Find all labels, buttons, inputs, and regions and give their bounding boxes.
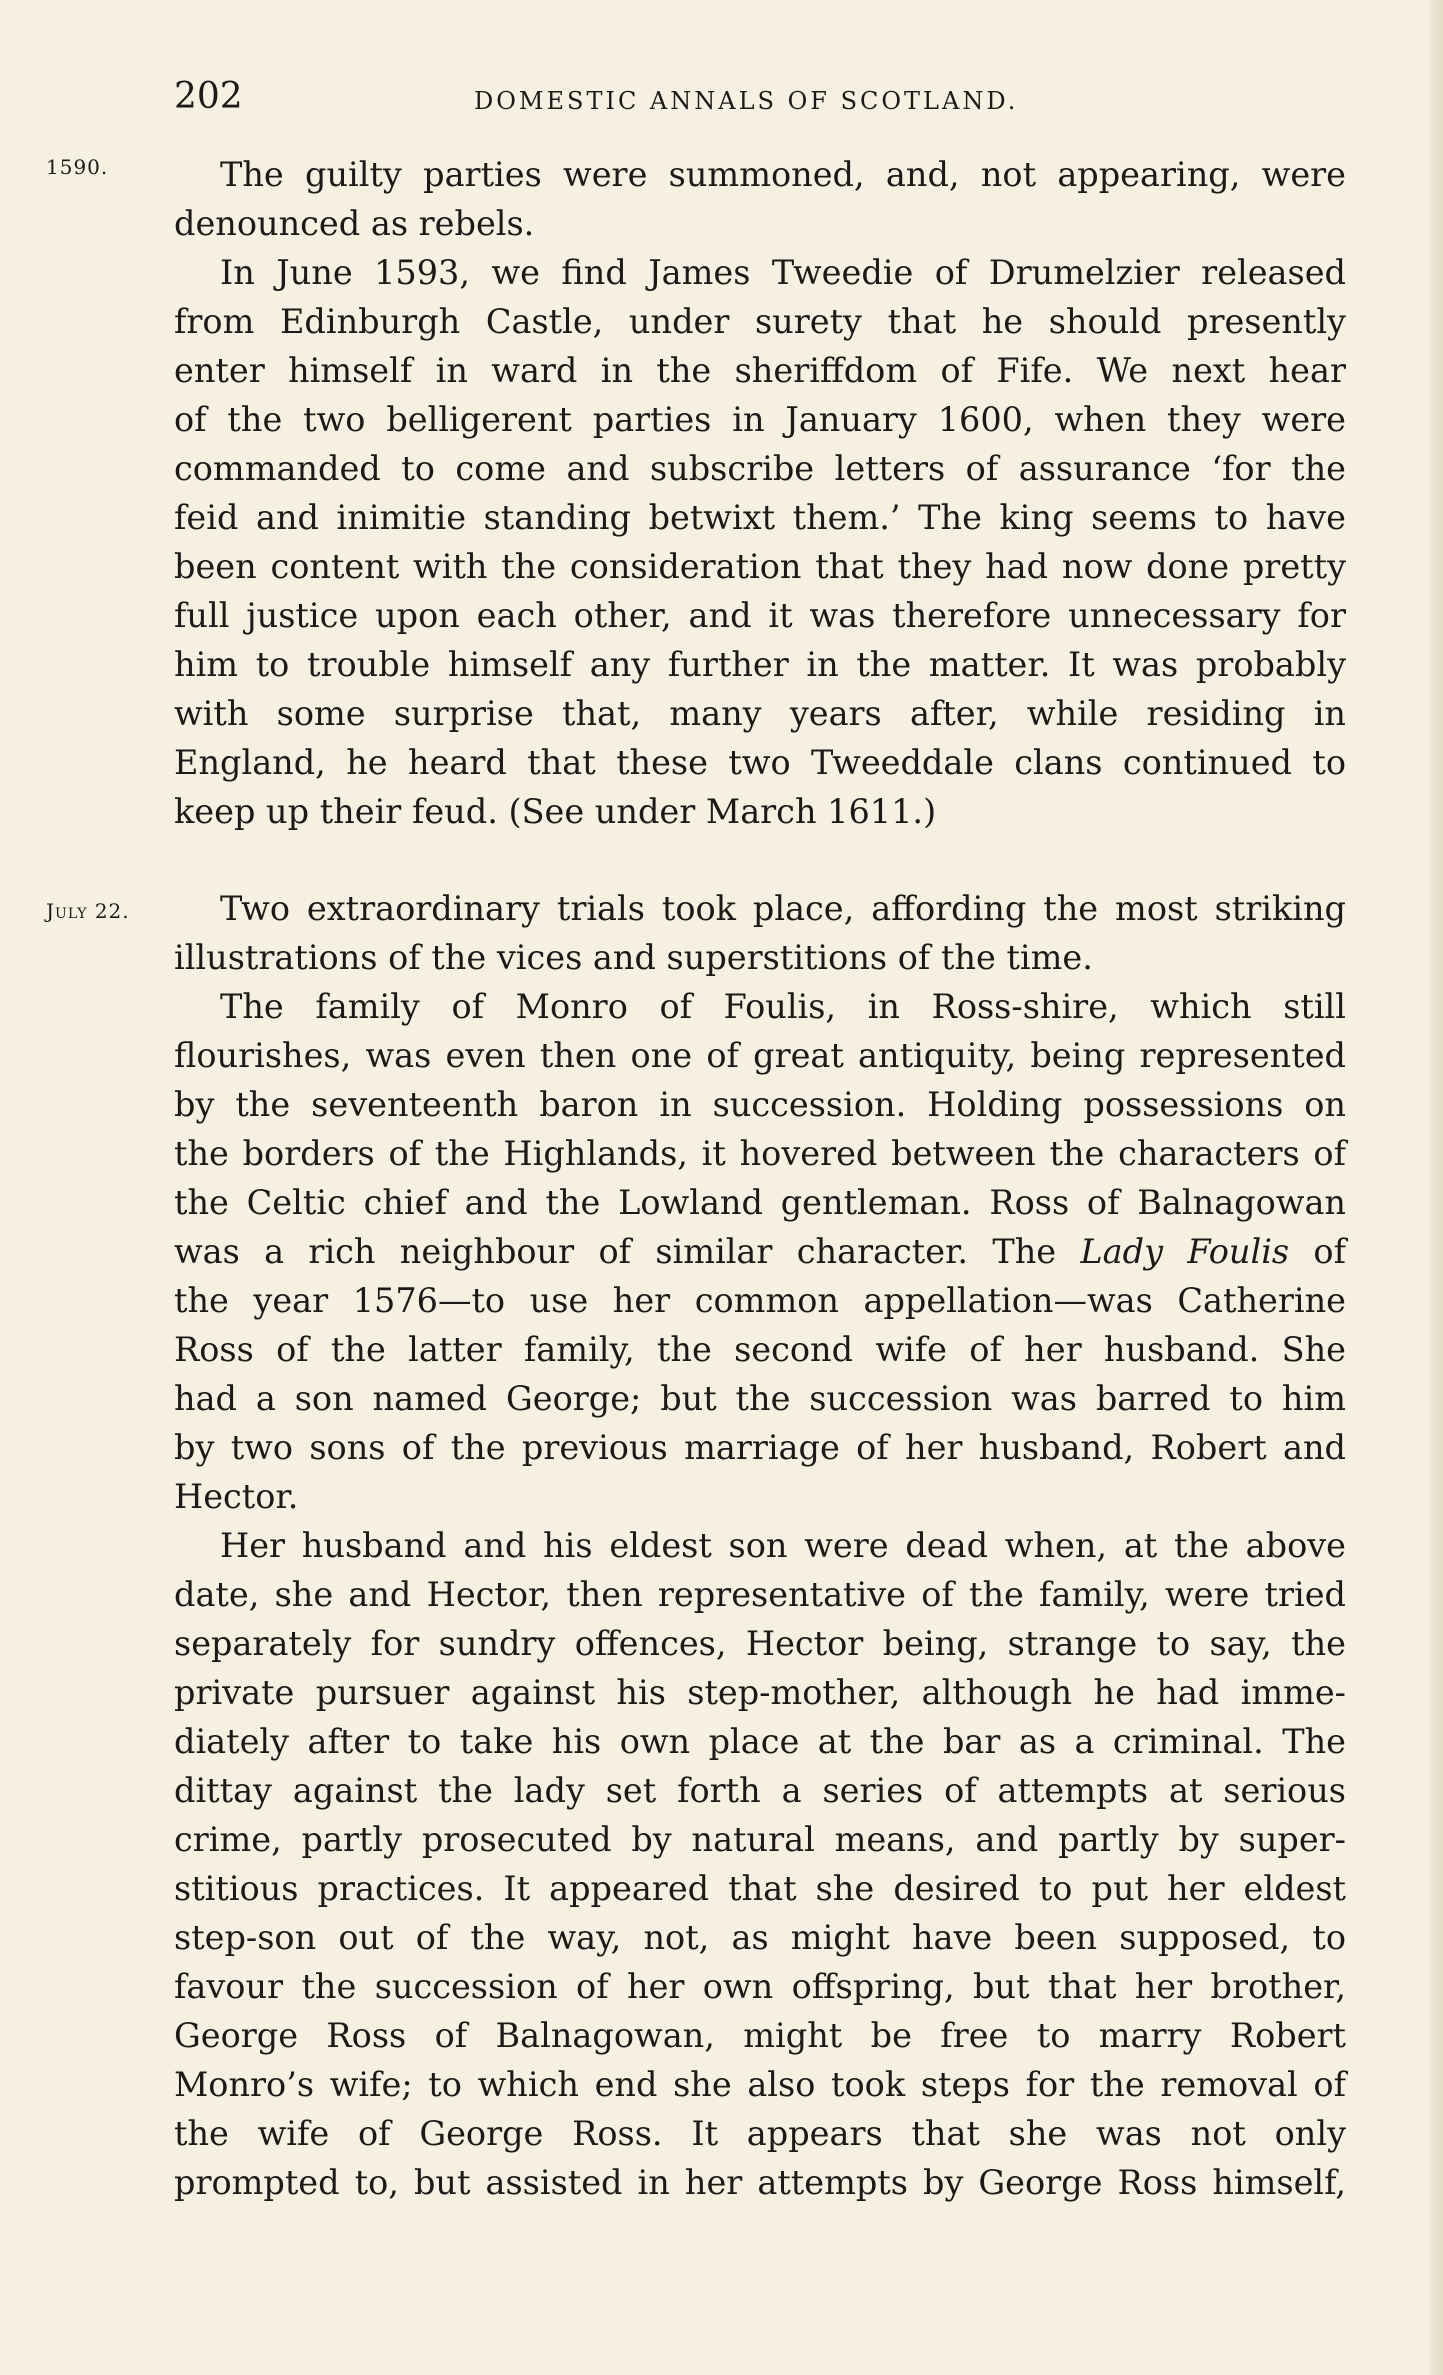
paragraph-block-1 [174,150,1346,836]
text-line: had a son named George; but the succession was barred to him [174,1379,1346,1418]
text-line: the wife of George Ross. It appears that she was not only [174,2114,1346,2153]
text-fragment: was a rich neighbour of similar character. The [174,1232,1057,1271]
text-line: private pursuer against his step-mother, although he had imme- [174,1673,1346,1712]
page-number: 202 [174,76,243,117]
text-line: denounced as rebels. [174,204,535,243]
text-line: been content with the consideration that they had now done pretty [174,547,1346,586]
page-header [174,70,1352,124]
text-line: date, she and Hector, then representative of the family, were tried [174,1575,1346,1614]
text-line: The family of Monro of Foulis, in Ross-shire, which still [220,987,1346,1026]
text-fragment: of [1313,1232,1346,1271]
italic-name: Lady Foulis [1080,1232,1290,1271]
text-line: enter himself in ward in the sheriffdom of Fife. We next hear [174,351,1346,390]
text-line: Her husband and his eldest son were dead when, at the above [220,1526,1346,1565]
text-line: Hector. [174,1477,299,1516]
text-line: diately after to take his own place at the bar as a criminal. The [174,1722,1346,1761]
text-line: step-son out of the way, not, as might have been supposed, to [174,1918,1346,1957]
text-line: the Celtic chief and the Lowland gentleman. Ross of Balnagowan [174,1183,1346,1222]
text-line: Two extraordinary trials took place, affording the most striking [220,889,1346,928]
text-line: prompted to, but assisted in her attempts by George Ross himself, [174,2163,1346,2202]
text-line: stitious practices. It appeared that she desired to put her eldest [174,1869,1346,1908]
text-line: England, he heard that these two Tweeddale clans continued to [174,743,1346,782]
text-line: the borders of the Highlands, it hovered between the characters of [174,1134,1346,1173]
text-line: separately for sundry offences, Hector being, strange to say, the [174,1624,1346,1663]
text-line: Ross of the latter family, the second wife of her husband. She [174,1330,1346,1369]
text-line: Monro’s wife; to which end she also took steps for the removal of [174,2065,1346,2104]
text-line: the year 1576—to use her common appellation—was Catherine [174,1281,1346,1320]
text-line: from Edinburgh Castle, under surety that he should presently [174,302,1346,341]
text-line: with some surprise that, many years after, while residing in [174,694,1346,733]
text-line: crime, partly prosecuted by natural means, and partly by super- [174,1820,1346,1859]
paragraph-block-2 [174,884,1346,2207]
text-line: of the two belligerent parties in January 1600, when they were [174,400,1346,439]
margin-note-date: July 22. [46,899,130,923]
text-line: flourishes, was even then one of great antiquity, being represented [174,1036,1346,1075]
text-line: feid and inimitie standing betwixt them.’ The king seems to have [174,498,1346,537]
text-line: by two sons of the previous marriage of her husband, Robert and [174,1428,1346,1467]
text-line: commanded to come and subscribe letters of assurance ‘for the [174,449,1346,488]
text-line: favour the succession of her own offspring, but that her brother, [174,1967,1346,2006]
text-line: dittay against the lady set forth a series of attempts at serious [174,1771,1346,1810]
text-line: him to trouble himself any further in the matter. It was probably [174,645,1346,684]
text-line: keep up their feud. (See under March 1611.) [174,792,937,831]
text-line: George Ross of Balnagowan, might be free to marry Robert [174,2016,1346,2055]
page-edge [1429,0,1443,2375]
margin-note-year: 1590. [46,155,109,179]
text-line: In June 1593, we find James Tweedie of Drumelzier released [220,253,1346,292]
text-line: The guilty parties were summoned, and, not appearing, were [220,155,1346,194]
text-line: illustrations of the vices and superstitions of the time. [174,938,1093,977]
text-line: full justice upon each other, and it was therefore unnecessary for [174,596,1346,635]
running-head: DOMESTIC ANNALS OF SCOTLAND. [474,87,1019,115]
text-line [174,1227,1346,1276]
text-line: by the seventeenth baron in succession. Holding possessions on [174,1085,1346,1124]
